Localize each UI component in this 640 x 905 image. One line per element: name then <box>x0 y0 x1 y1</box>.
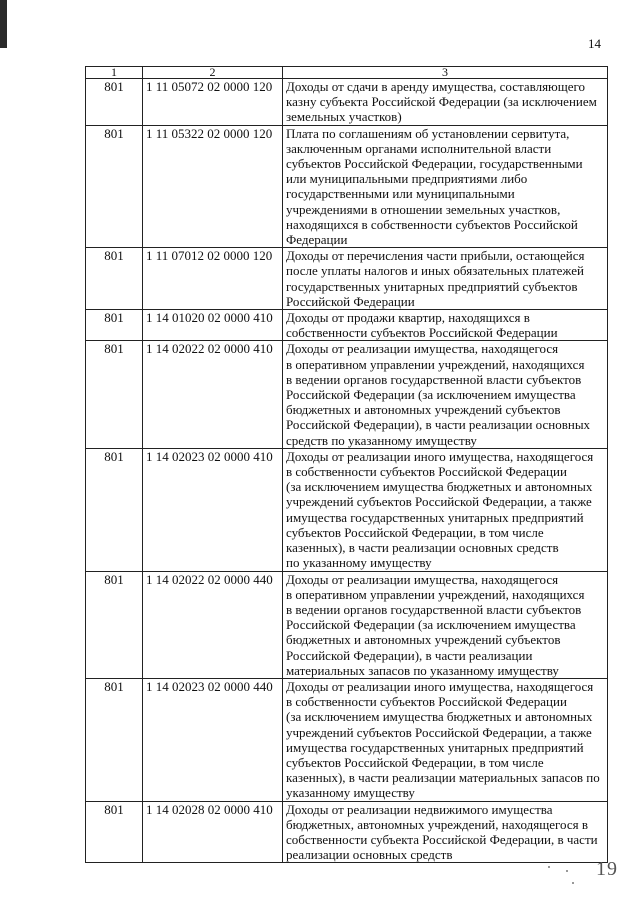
table-row <box>86 341 608 448</box>
admin-code-cell: 801 <box>86 79 143 126</box>
table-row <box>86 125 608 248</box>
admin-code-cell: 801 <box>86 310 143 341</box>
corner-page-mark: 19 <box>596 858 618 880</box>
budget-code-cell: 1 14 01020 02 0000 410 <box>143 310 283 341</box>
budget-code-cell: 1 14 02022 02 0000 410 <box>143 341 283 448</box>
description-cell: Доходы от реализации имущества, находящегося в оперативном управлении учреждений, находящихся в ведении органов государственной власти субъектов Российской Федерации (за исключением имущества бюджетных и автономных учреждений субъектов Российской Федерации), в части реализации основных средств по указанному имуществу <box>283 341 608 448</box>
table-row <box>86 79 608 126</box>
budget-code-cell: 1 14 02023 02 0000 410 <box>143 448 283 571</box>
budget-code-cell: 1 11 05322 02 0000 120 <box>143 125 283 248</box>
admin-code-cell: 801 <box>86 571 143 678</box>
table-header-row <box>86 67 608 79</box>
scan-speck <box>566 870 568 872</box>
table-row <box>86 448 608 571</box>
description-cell: Доходы от перечисления части прибыли, остающейся после уплаты налогов и иных обязательных платежей государственных унитарных предприятий субъектов Российской Федерации <box>283 248 608 310</box>
admin-code-cell: 801 <box>86 125 143 248</box>
table-row <box>86 678 608 801</box>
column-header-2: 2 <box>143 67 283 79</box>
table-row <box>86 801 608 863</box>
admin-code-cell: 801 <box>86 678 143 801</box>
scan-speck <box>548 866 550 868</box>
description-cell: Доходы от реализации недвижимого имущества бюджетных, автономных учреждений, находящегося в собственности субъекта Российской Федерации, в части реализации основных средств <box>283 801 608 863</box>
column-header-3: 3 <box>283 67 608 79</box>
table-row <box>86 571 608 678</box>
budget-code-cell: 1 14 02028 02 0000 410 <box>143 801 283 863</box>
admin-code-cell: 801 <box>86 248 143 310</box>
scan-speck <box>572 882 574 884</box>
admin-code-cell: 801 <box>86 801 143 863</box>
description-cell: Плата по соглашениям об установлении сервитута, заключенным органами исполнительной власти субъектов Российской Федерации, государственными или муниципальными предприятиями либо государственными или муниципальными учреждениями в отношении земельных участков, находящихся в собственности субъектов Российской Федерации <box>283 125 608 248</box>
budget-code-cell: 1 14 02022 02 0000 440 <box>143 571 283 678</box>
description-cell: Доходы от сдачи в аренду имущества, составляющего казну субъекта Российской Федерации (за исключением земельных участков) <box>283 79 608 126</box>
description-cell: Доходы от продажи квартир, находящихся в собственности субъектов Российской Федерации <box>283 310 608 341</box>
description-cell: Доходы от реализации имущества, находящегося в оперативном управлении учреждений, находящихся в ведении органов государственной власти субъектов Российской Федерации (за исключением имущества бюджетных и автономных учреждений субъектов Российской Федерации), в части реализации материальных запасов по указанному имуществу <box>283 571 608 678</box>
scan-edge-shadow <box>0 0 7 48</box>
budget-code-cell: 1 11 05072 02 0000 120 <box>143 79 283 126</box>
admin-code-cell: 801 <box>86 341 143 448</box>
budget-code-cell: 1 11 07012 02 0000 120 <box>143 248 283 310</box>
description-cell: Доходы от реализации иного имущества, находящегося в собственности субъектов Российской Федерации (за исключением имущества бюджетных и автономных учреждений субъектов Российской Федерации, а также имущества государственных унитарных предприятий субъектов Российской Федерации, в том числе казенных), в части реализации основных средств по указанному имуществу <box>283 448 608 571</box>
table-row <box>86 310 608 341</box>
admin-code-cell: 801 <box>86 448 143 571</box>
column-header-1: 1 <box>86 67 143 79</box>
page-number: 14 <box>588 36 601 51</box>
table-row <box>86 248 608 310</box>
revenue-codes-table <box>85 66 608 863</box>
budget-code-cell: 1 14 02023 02 0000 440 <box>143 678 283 801</box>
description-cell: Доходы от реализации иного имущества, находящегося в собственности субъектов Российской Федерации (за исключением имущества бюджетных и автономных учреждений субъектов Российской Федерации, а также имущества государственных унитарных предприятий субъектов Российской Федерации, в том числе казенных), в части реализации материальных запасов по указанному имуществу <box>283 678 608 801</box>
